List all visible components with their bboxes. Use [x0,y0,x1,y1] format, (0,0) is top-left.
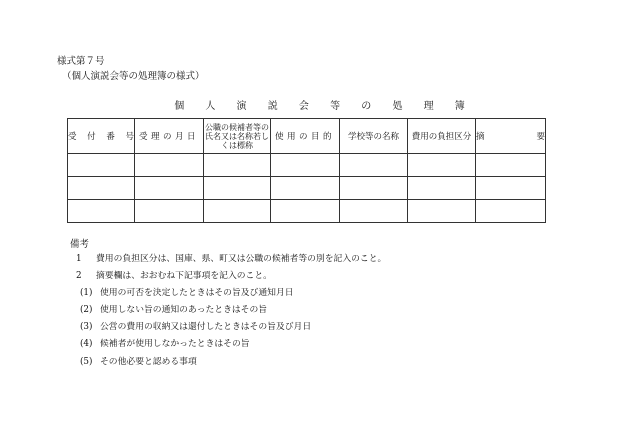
table-cell[interactable] [68,177,135,200]
list-item [76,268,386,285]
ledger-table [67,118,546,223]
column-header-receipt-date: 受理の月日 [135,119,204,154]
form-subtitle: （個人演説会等の処理簿の様式） [62,71,205,82]
list-item [76,354,386,371]
note-text: 摘要欄は、おおむね下記事項を記入のこと。 [96,271,272,282]
table-cell[interactable] [271,154,340,177]
column-header-school-name: 学校等の名称 [340,119,408,154]
table-cell[interactable] [408,177,476,200]
table-cell[interactable] [408,154,476,177]
table-row [68,177,546,200]
table-cell[interactable] [204,154,271,177]
table-cell[interactable] [204,200,271,223]
sub-note-number: (3) [80,322,93,333]
sub-note-number: (2) [80,305,93,316]
list-item [76,251,386,268]
notes-heading: 備考 [70,239,90,250]
column-header-purpose: 使用の目的 [271,119,340,154]
sub-note-number: (1) [80,288,93,299]
table-cell[interactable] [135,154,204,177]
table-cell[interactable] [340,154,408,177]
table-row [68,200,546,223]
sub-note-text: 公営の費用の収納又は還付したときはその旨及び月日 [100,322,312,333]
table-cell[interactable] [271,200,340,223]
sub-note-number: (5) [80,356,93,367]
column-header-cost-category: 費用の負担区分 [408,119,476,154]
note-text: 費用の負担区分は、国庫、県、町又は公職の候補者等の別を記入のこと。 [96,254,387,264]
table-cell[interactable] [68,154,135,177]
list-item [76,336,386,353]
form-number: 様式第７号 [57,56,105,67]
table-cell[interactable] [340,177,408,200]
column-header-candidate-name: 公職の候補者等の氏名又は名称若しくは標称 [204,119,271,154]
table-cell[interactable] [68,200,135,223]
table-cell[interactable] [476,177,546,200]
sub-note-text: その他必要と認める事項 [100,356,197,367]
list-item [76,319,386,336]
sub-note-number: (4) [80,339,93,350]
notes-list [76,251,386,371]
table-cell[interactable] [476,200,546,223]
column-header-receipt-number: 受付番号 [68,119,135,154]
table-cell[interactable] [476,154,546,177]
table-cell[interactable] [204,177,271,200]
table-header-row [68,119,546,154]
note-number: 2 [76,271,82,282]
list-item [76,302,386,319]
column-header-remarks: 摘要 [476,119,546,154]
sub-note-text: 使用の可否を決定したときはその旨及び通知月日 [100,288,294,299]
table-cell[interactable] [271,177,340,200]
table-row [68,154,546,177]
list-item [76,285,386,302]
table-cell[interactable] [135,177,204,200]
sub-note-text: 候補者が使用しなかったときはその旨 [100,339,250,350]
table-cell[interactable] [408,200,476,223]
ledger-title: 個 人 演 説 会 等 の 処 理 簿 [174,101,474,112]
table-cell[interactable] [340,200,408,223]
sub-note-text: 使用しない旨の通知のあったときはその旨 [100,305,268,316]
table-cell[interactable] [135,200,204,223]
note-number: 1 [76,254,82,264]
